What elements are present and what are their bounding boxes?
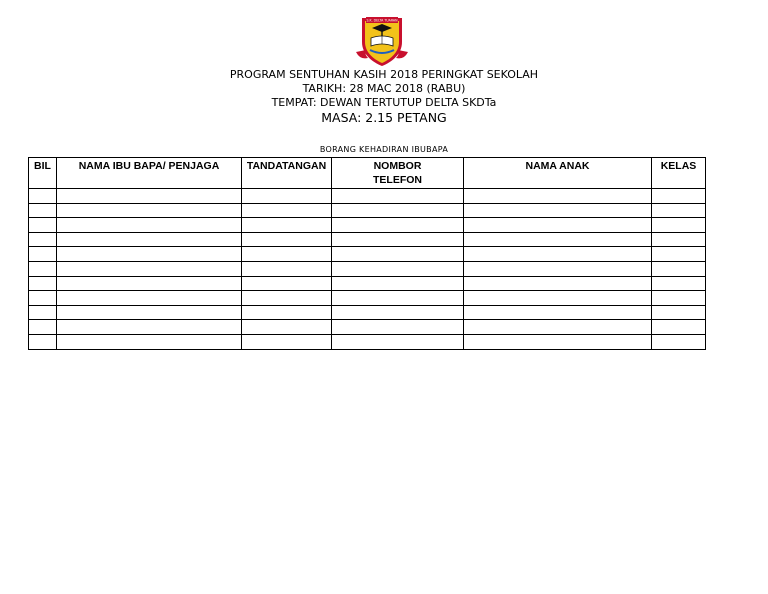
table-cell[interactable] [29,189,57,204]
table-row [29,232,706,247]
column-header-nama-ibu-bapa: NAMA IBU BAPA/ PENJAGA [57,158,242,189]
table-cell[interactable] [29,320,57,335]
table-cell[interactable] [332,320,464,335]
table-cell[interactable] [57,334,242,349]
crest-banner-text: S.K. DELTA TUARAN [366,18,398,23]
column-header-nama-anak: NAMA ANAK [464,158,652,189]
table-cell[interactable] [242,218,332,233]
table-cell[interactable] [464,276,652,291]
table-cell[interactable] [29,291,57,306]
venue-line: TEMPAT: DEWAN TERTUTUP DELTA SKDTa [271,96,497,109]
program-title: PROGRAM SENTUHAN KASIH 2018 PERINGKAT SEKOLAH [229,68,539,81]
table-cell[interactable] [464,320,652,335]
table-cell[interactable] [332,189,464,204]
table-cell[interactable] [464,334,652,349]
attendance-table [28,157,706,350]
table-row [29,218,706,233]
table-cell[interactable] [652,261,706,276]
table-cell[interactable] [652,276,706,291]
table-cell[interactable] [29,203,57,218]
table-cell[interactable] [57,276,242,291]
table-cell[interactable] [652,334,706,349]
table-row [29,291,706,306]
table-cell[interactable] [464,305,652,320]
table-cell[interactable] [652,218,706,233]
column-header-bil: BIL [29,158,57,189]
table-cell[interactable] [652,305,706,320]
table-cell[interactable] [332,247,464,262]
school-crest-icon [354,12,410,68]
table-cell[interactable] [332,334,464,349]
table-cell[interactable] [29,305,57,320]
table-cell[interactable] [464,189,652,204]
table-cell[interactable] [652,320,706,335]
table-cell[interactable] [57,261,242,276]
table-cell[interactable] [332,218,464,233]
table-cell[interactable] [57,305,242,320]
table-cell[interactable] [242,320,332,335]
table-cell[interactable] [29,247,57,262]
column-header-tandatangan: TANDATANGAN [242,158,332,189]
table-cell[interactable] [332,276,464,291]
table-cell[interactable] [652,291,706,306]
table-cell[interactable] [242,291,332,306]
table-cell[interactable] [242,203,332,218]
table-cell[interactable] [242,276,332,291]
table-cell[interactable] [332,232,464,247]
table-row [29,305,706,320]
table-cell[interactable] [29,232,57,247]
table-cell[interactable] [242,261,332,276]
table-cell[interactable] [57,291,242,306]
table-row [29,247,706,262]
table-cell[interactable] [242,247,332,262]
table-cell[interactable] [464,203,652,218]
table-body [29,189,706,350]
table-cell[interactable] [242,189,332,204]
table-row [29,189,706,204]
column-header-nombor-telefon: NOMBOR TELEFON [332,158,464,189]
table-cell[interactable] [29,218,57,233]
table-cell[interactable] [57,247,242,262]
table-cell[interactable] [464,291,652,306]
table-cell[interactable] [242,305,332,320]
table-cell[interactable] [29,334,57,349]
table-cell[interactable] [57,320,242,335]
table-cell[interactable] [464,247,652,262]
date-line: TARIKH: 28 MAC 2018 (RABU) [302,82,466,95]
table-cell[interactable] [332,305,464,320]
table-cell[interactable] [332,261,464,276]
column-header-kelas: KELAS [652,158,706,189]
table-cell[interactable] [29,261,57,276]
table-cell[interactable] [464,261,652,276]
form-title: BORANG KEHADIRAN IBUBAPA [319,145,449,154]
table-row [29,276,706,291]
table-row [29,261,706,276]
table-cell[interactable] [57,203,242,218]
table-cell[interactable] [57,189,242,204]
table-cell[interactable] [464,232,652,247]
table-cell[interactable] [242,334,332,349]
table-cell[interactable] [29,276,57,291]
table-row [29,334,706,349]
table-cell[interactable] [652,247,706,262]
table-row [29,320,706,335]
table-cell[interactable] [332,291,464,306]
table-cell[interactable] [57,232,242,247]
time-line: MASA: 2.15 PETANG [321,110,447,125]
table-header-row [29,158,706,189]
table-row [29,203,706,218]
table-cell[interactable] [652,189,706,204]
table-cell[interactable] [242,232,332,247]
table-cell[interactable] [332,203,464,218]
table-cell[interactable] [464,218,652,233]
table-cell[interactable] [57,218,242,233]
table-cell[interactable] [652,232,706,247]
document-header [0,68,768,125]
table-cell[interactable] [652,203,706,218]
